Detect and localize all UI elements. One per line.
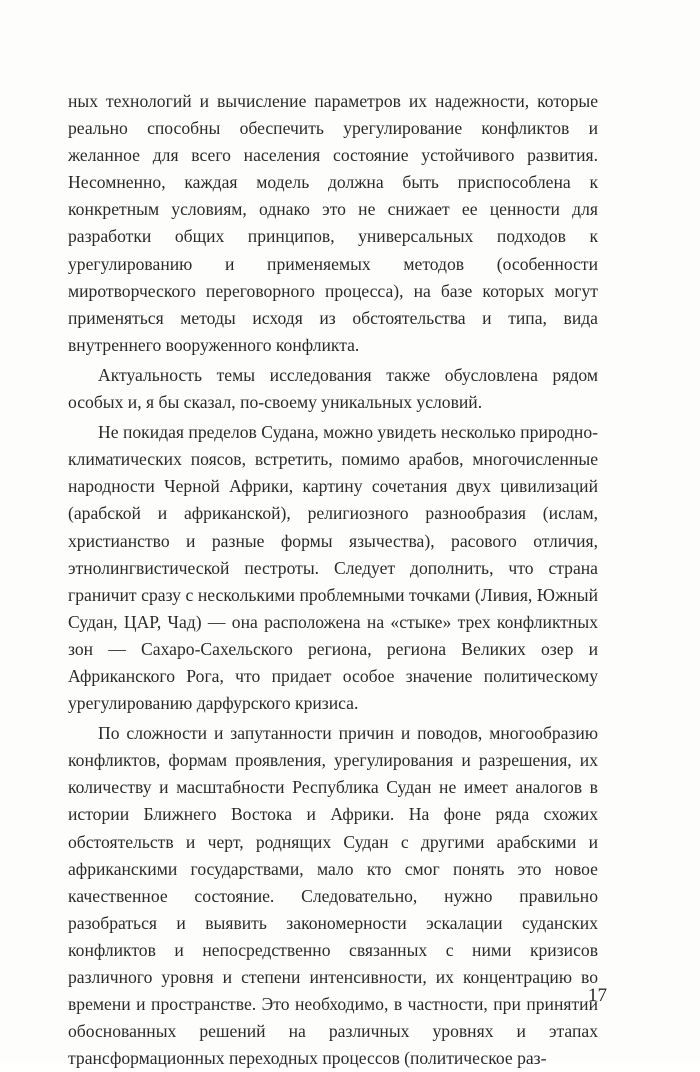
paragraph-continuation: ных технологий и вычисление параметров их надежности, которые реально способны обеспечить урегулирование конфликтов и желанное для всего населения состояние устойчивого развития. Несомненно, каждая модель должна быть приспособлена к конкретным условиям, однако это не снижает ее ценности для разработки общих принципов, универсальных подходов к урегулированию и применяемых методов (особенности миротворческого переговорного процесса), на базе которых могут применяться методы исходя из обстоятельства и типа, вида внутреннего вооруженного конфликта. [68, 91, 598, 355]
body-text [68, 88, 598, 1072]
paragraph-conflict-complexity: По сложности и запутанности причин и поводов, многообразию конфликтов, формам проявления, урегулирования и разрешения, их количеству и масштабности Республика Судан не имеет аналогов в истории Ближнего Востока и Африки. На фоне ряда схожих обстоятельств и черт, роднящих Судан с другими арабскими и африканскими государствами, мало кто смог понять это новое качественное состояние. Следовательно, нужно правильно разобраться и выявить закономерности эскалации суданских конфликтов и непосредственно связанных с ними кризисов различного уровня и степени интенсивности, их концентрацию во времени и пространстве. Это необходимо, в частности, при принятии обоснованных решений на различных уровнях и этапах трансформационных переходных процессов (политическое раз- [68, 723, 598, 1069]
page-number: 17 [588, 985, 607, 1006]
paragraph-sudan-diversity: Не покидая пределов Судана, можно увидеть несколько природно-климатических поясов, встретить, помимо арабов, многочисленные народности Черной Африки, картину сочетания двух цивилизаций (арабской и африканской), религиозного разнообразия (ислам, христианство и разные формы язычества), расового отличия, этнолингвистической пестроты. Следует дополнить, что страна граничит сразу с несколькими проблемными точками (Ливия, Южный Судан, ЦАР, Чад) — она расположена на «стыке» трех конфликтных зон — Сахаро-Сахельского региона, региона Великих озер и Африканского Рога, что придает особое значение политическому урегулированию дарфурского кризиса. [68, 422, 598, 714]
paragraph-relevance: Актуальность темы исследования также обусловлена рядом особых и, я бы сказал, по-своему уникальных условий. [68, 364, 598, 413]
